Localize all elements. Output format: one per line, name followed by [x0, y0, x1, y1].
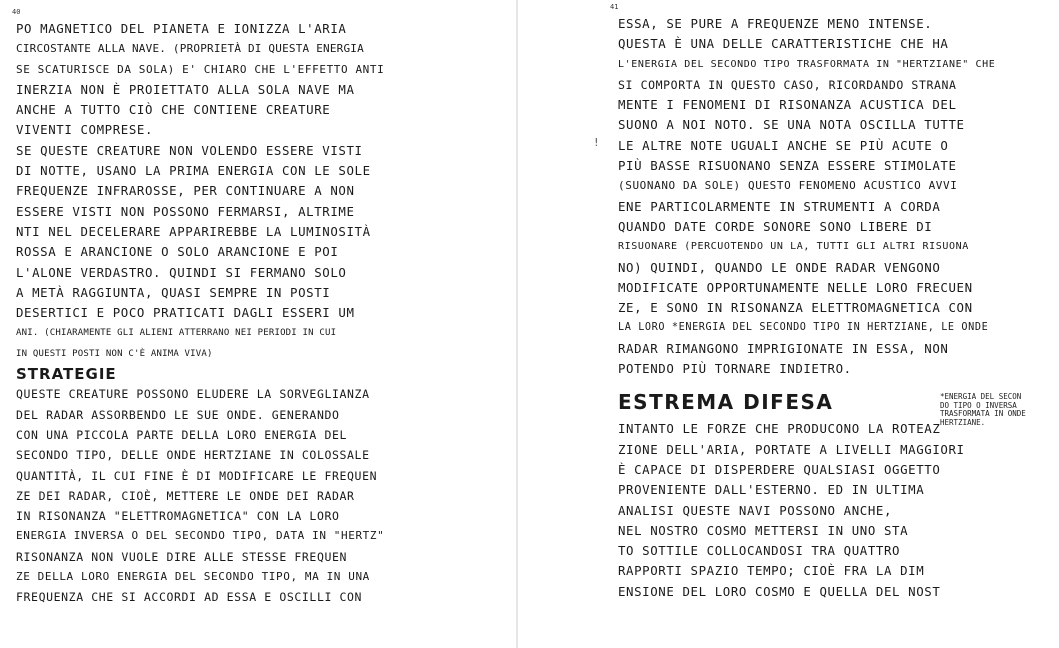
text-line: DEL RADAR ASSORBENDO LE SUE ONDE. GENERANDO [16, 407, 340, 422]
text-line: QUANTITÀ, IL CUI FINE È DI MODIFICARE LE FREQUEN [16, 468, 378, 483]
text-line: L'ENERGIA DEL SECONDO TIPO TRASFORMATA IN "HERTZIANE" CHE [618, 58, 996, 70]
text-line: ANI. (CHIARAMENTE GLI ALIENI ATTERRANO NEI PERIODI IN CUI [16, 328, 337, 339]
text-line: ENERGIA INVERSA O DEL SECONDO TIPO, DATA IN "HERTZ" [16, 529, 385, 543]
text-line: POTENDO PIÙ TORNARE INDIETRO. [618, 361, 852, 377]
text-line: SI COMPORTA IN QUESTO CASO, RICORDANDO STRANA [618, 77, 957, 92]
footnote-line: HERTZIANE. [940, 417, 986, 427]
text-line: ZE, E SONO IN RISONANZA ELETTROMAGNETICA CON [618, 300, 973, 316]
text-line: MODIFICATE OPPORTUNAMENTE NELLE LORO FRECUEN [618, 279, 973, 295]
page-number: 41 [610, 3, 619, 11]
footnote-line: DO TIPO O INVERSA [940, 400, 1017, 410]
text-line: RISONANZA NON VUOLE DIRE ALLE STESSE FREQUEN [16, 549, 348, 564]
text-line: ZE DELLA LORO ENERGIA DEL SECONDO TIPO, MA IN UNA [16, 570, 370, 584]
text-line: QUESTE CREATURE POSSONO ELUDERE LA SORVEGLIANZA [16, 387, 370, 402]
text-line: DI NOTTE, USANO LA PRIMA ENERGIA CON LE SOLE [16, 163, 371, 179]
text-line: IN QUESTI POSTI NON C'È ANIMA VIVA) [16, 348, 213, 359]
text-line: LA LORO *ENERGIA DEL SECONDO TIPO IN HERTZIANE, LE ONDE [618, 322, 989, 334]
text-line: (SUONANO DA SOLE) QUESTO FENOMENO ACUSTICO AVVI [618, 179, 958, 193]
text-line: NO) QUINDI, QUANDO LE ONDE RADAR VENGONO [618, 259, 941, 275]
left-text-block [16, 19, 516, 608]
section-heading: ESTREMA DIFESA [618, 390, 834, 415]
text-line: LE ALTRE NOTE UGUALI ANCHE SE PIÙ ACUTE O [618, 137, 949, 153]
text-line: VIVENTI COMPRESE. [16, 122, 154, 138]
text-line: NEL NOSTRO COSMO METTERSI IN UNO STA [618, 522, 909, 538]
text-line: FREQUENZE INFRAROSSE, PER CONTINUARE A NON [16, 183, 355, 199]
page-number: 40 [12, 8, 21, 16]
right-text-block [618, 14, 1058, 602]
text-line: DESERTICI E POCO PRATICATI DAGLI ESSERI UM [16, 305, 355, 321]
text-line: È CAPACE DI DISPERDERE QUALSIASI OGGETTO [618, 461, 941, 477]
text-line: CIRCOSTANTE ALLA NAVE. (PROPRIETÀ DI QUESTA ENERGIA [16, 42, 364, 56]
text-line: IN RISONANZA "ELETTROMAGNETICA" CON LA LORO [16, 509, 340, 524]
text-line: PROVENIENTE DALL'ESTERNO. ED IN ULTIMA [618, 482, 925, 498]
text-line: INERZIA NON È PROIETTATO ALLA SOLA NAVE MA [16, 81, 355, 97]
section-heading: STRATEGIE [16, 365, 117, 384]
text-line: QUESTA È UNA DELLE CARATTERISTICHE CHE HA [618, 36, 949, 52]
page-gutter [516, 0, 518, 648]
text-line: PO MAGNETICO DEL PIANETA E IONIZZA L'ARIA [16, 21, 347, 36]
text-line: SE QUESTE CREATURE NON VOLENDO ESSERE VISTI [16, 142, 363, 158]
margin-mark: ! [593, 136, 600, 149]
left-page [0, 0, 516, 648]
text-line: CON UNA PICCOLA PARTE DELLA LORO ENERGIA DEL [16, 427, 348, 442]
text-line: ESSERE VISTI NON POSSONO FERMARSI, ALTRIME [16, 203, 355, 219]
text-line: INTANTO LE FORZE CHE PRODUCONO LA ROTEAZ [618, 421, 941, 437]
text-line: MENTE I FENOMENI DI RISONANZA ACUSTICA DEL [618, 97, 957, 113]
text-line: SE SCATURISCE DA SOLA) E' CHIARO CHE L'EFFETTO ANTI [16, 62, 385, 76]
text-line: ENSIONE DEL LORO COSMO E QUELLA DEL NOST [618, 583, 941, 599]
text-line: NTI NEL DECELERARE APPARIREBBE LA LUMINOSITÀ [16, 223, 371, 239]
text-line: RADAR RIMANGONO IMPRIGIONATE IN ESSA, NON [618, 340, 949, 356]
text-line: ZIONE DELL'ARIA, PORTATE A LIVELLI MAGGIORI [618, 441, 965, 457]
footnote-line: *ENERGIA DEL SECON [940, 392, 1022, 401]
text-line: QUANDO DATE CORDE SONORE SONO LIBERE DI [618, 218, 933, 234]
text-line: ANCHE A TUTTO CIÒ CHE CONTIENE CREATURE [16, 102, 331, 118]
text-line: ZE DEI RADAR, CIOÈ, METTERE LE ONDE DEI RADAR [16, 488, 355, 503]
text-line: PIÙ BASSE RISUONANO SENZA ESSERE STIMOLATE [618, 158, 957, 174]
footnote [940, 393, 1055, 427]
text-line: SECONDO TIPO, DELLE ONDE HERTZIANE IN COLOSSALE [16, 448, 370, 463]
right-page [520, 0, 1059, 648]
text-line: FREQUENZA CHE SI ACCORDI AD ESSA E OSCILLI CON [16, 590, 363, 605]
text-line: ESSA, SE PURE A FREQUENZE MENO INTENSE. [618, 16, 933, 31]
footnote-line: TRASFORMATA IN ONDE [940, 409, 1026, 418]
text-line: L'ALONE VERDASTRO. QUINDI SI FERMANO SOLO [16, 264, 347, 280]
text-line: RAPPORTI SPAZIO TEMPO; CIOÈ FRA LA DIM [618, 563, 925, 579]
text-line: SUONO A NOI NOTO. SE UNA NOTA OSCILLA TUTTE [618, 117, 965, 133]
text-line: TO SOTTILE COLLOCANDOSI TRA QUATTRO [618, 543, 901, 559]
text-line: ROSSA E ARANCIONE O SOLO ARANCIONE E POI [16, 244, 339, 260]
text-line: ANALISI QUESTE NAVI POSSONO ANCHE, [618, 502, 893, 518]
text-line: A METÀ RAGGIUNTA, QUASI SEMPRE IN POSTI [16, 284, 331, 300]
text-line: ENE PARTICOLARMENTE IN STRUMENTI A CORDA [618, 198, 941, 214]
text-line: RISUONARE (PERCUOTENDO UN LA, TUTTI GLI ALTRI RISUONA [618, 241, 969, 253]
